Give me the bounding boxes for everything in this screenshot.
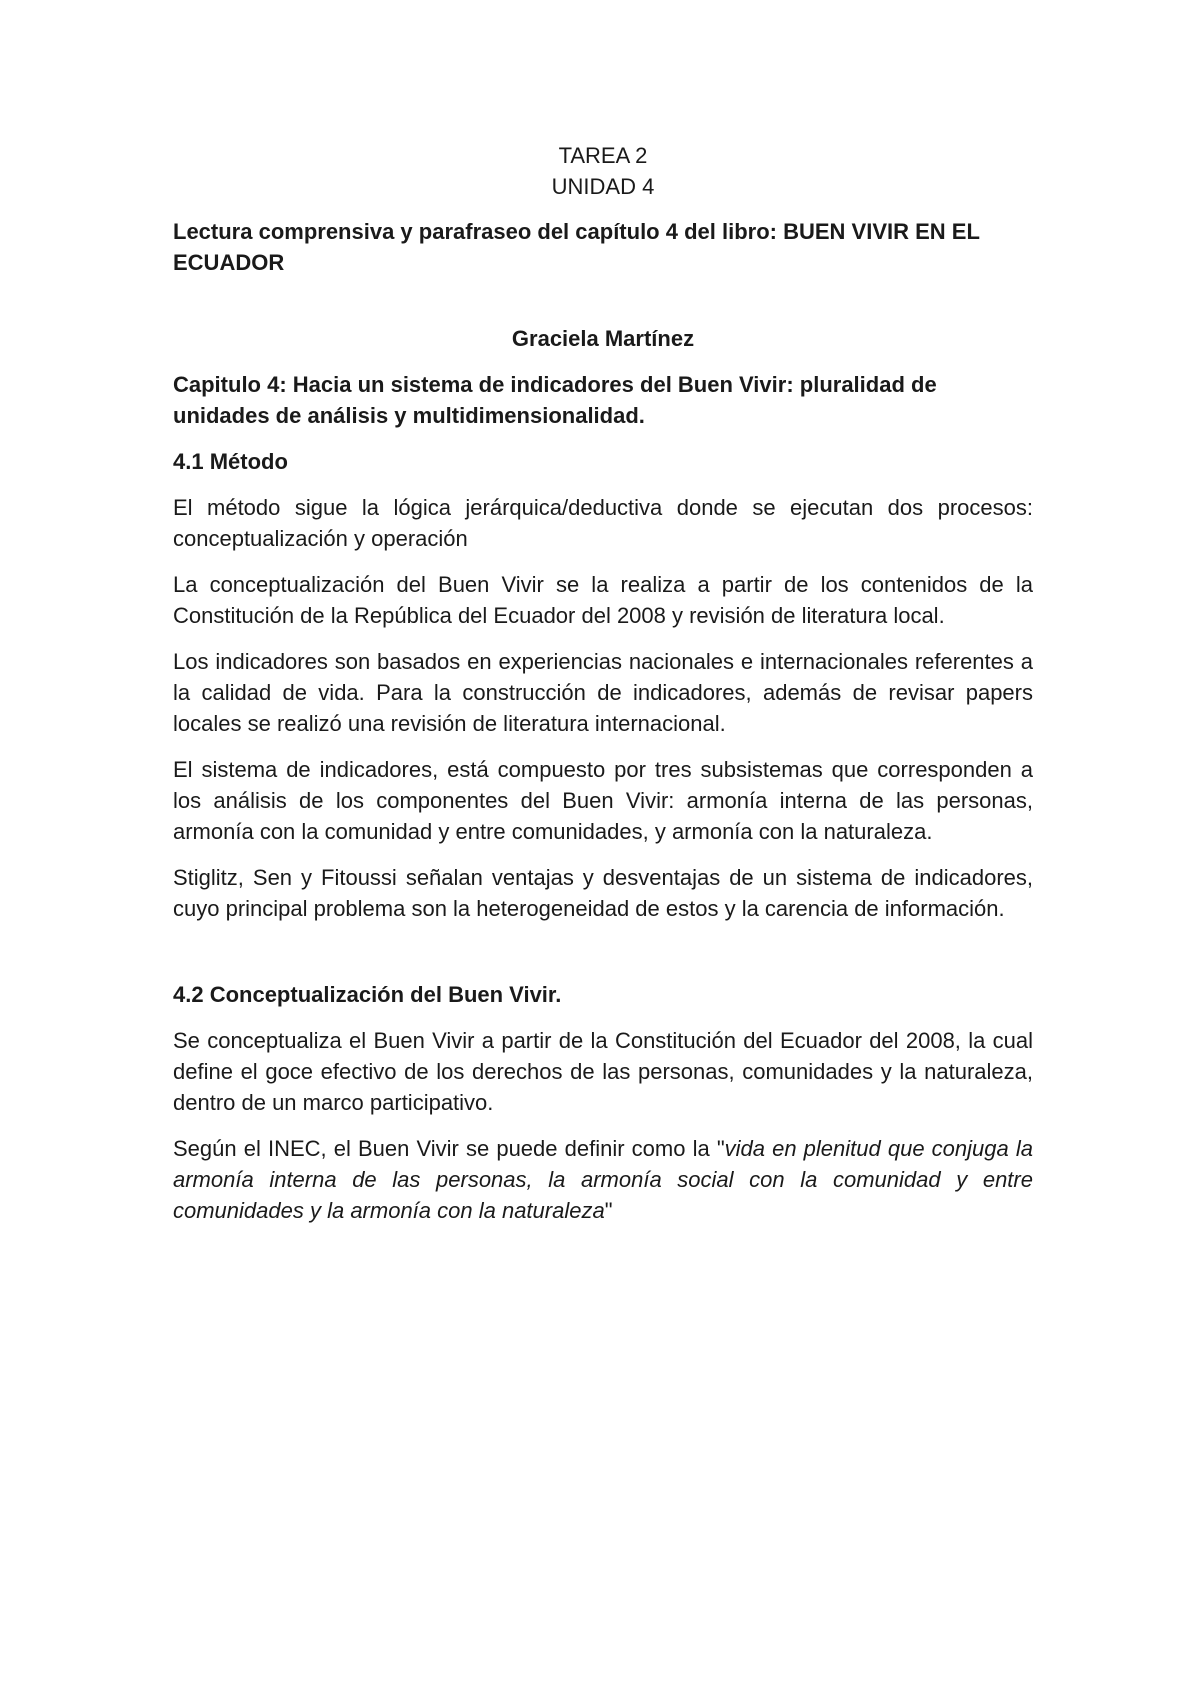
doc-subtitle: Lectura comprensiva y parafraseo del capítulo 4 del libro: BUEN VIVIR EN EL ECUADOR [173,219,980,275]
doc-title-line1: TAREA 2 [558,143,648,168]
paragraph: El sistema de indicadores, está compuesto por tres subsistemas que corresponden a los análisis de los componentes del Buen Vivir: armonía interna de las personas, armonía con la comunidad y entre comunidades, y armonía con la naturaleza. [173,757,1033,844]
paragraph: Stiglitz, Sen y Fitoussi señalan ventajas y desventajas de un sistema de indicadores, cuyo principal problema son la heterogeneidad de estos y la carencia de información. [173,865,1033,921]
spacer [173,939,1033,979]
paragraph: Se conceptualiza el Buen Vivir a partir de la Constitución del Ecuador del 2008, la cual define el goce efectivo de los derechos de las personas, comunidades y la naturaleza, dentro de un marco participativo. [173,1028,1033,1115]
section-heading-metodo: 4.1 Método [173,449,288,474]
chapter-title: Capitulo 4: Hacia un sistema de indicadores del Buen Vivir: pluralidad de unidades de análisis y multidimensionalidad. [173,372,937,428]
doc-title-line2: UNIDAD 4 [551,174,655,199]
section-heading-conceptualizacion: 4.2 Conceptualización del Buen Vivir. [173,982,562,1007]
document-page [173,140,1033,1241]
paragraph: Los indicadores son basados en experiencias nacionales e internacionales referentes a la calidad de vida. Para la construcción de indicadores, además de revisar papers locales se realizó una revisión de literatura internacional. [173,649,1033,736]
author-name: Graciela Martínez [511,326,695,351]
paragraph: La conceptualización del Buen Vivir se la realiza a partir de los contenidos de la Constitución de la República del Ecuador del 2008 y revisión de literatura local. [173,572,1033,628]
inec-quote: vida en plenitud que conjuga la armonía interna de las personas, la armonía social con la comunidad y entre comunidades y la armonía con la naturaleza [173,1136,1033,1223]
paragraph: El método sigue la lógica jerárquica/deductiva donde se ejecutan dos procesos: conceptualización y operación [173,495,1033,551]
quote-suffix: " [604,1198,613,1223]
paragraph-quote [173,1133,1033,1226]
quote-prefix: Según el INEC, el Buen Vivir se puede definir como la " [173,1136,725,1161]
